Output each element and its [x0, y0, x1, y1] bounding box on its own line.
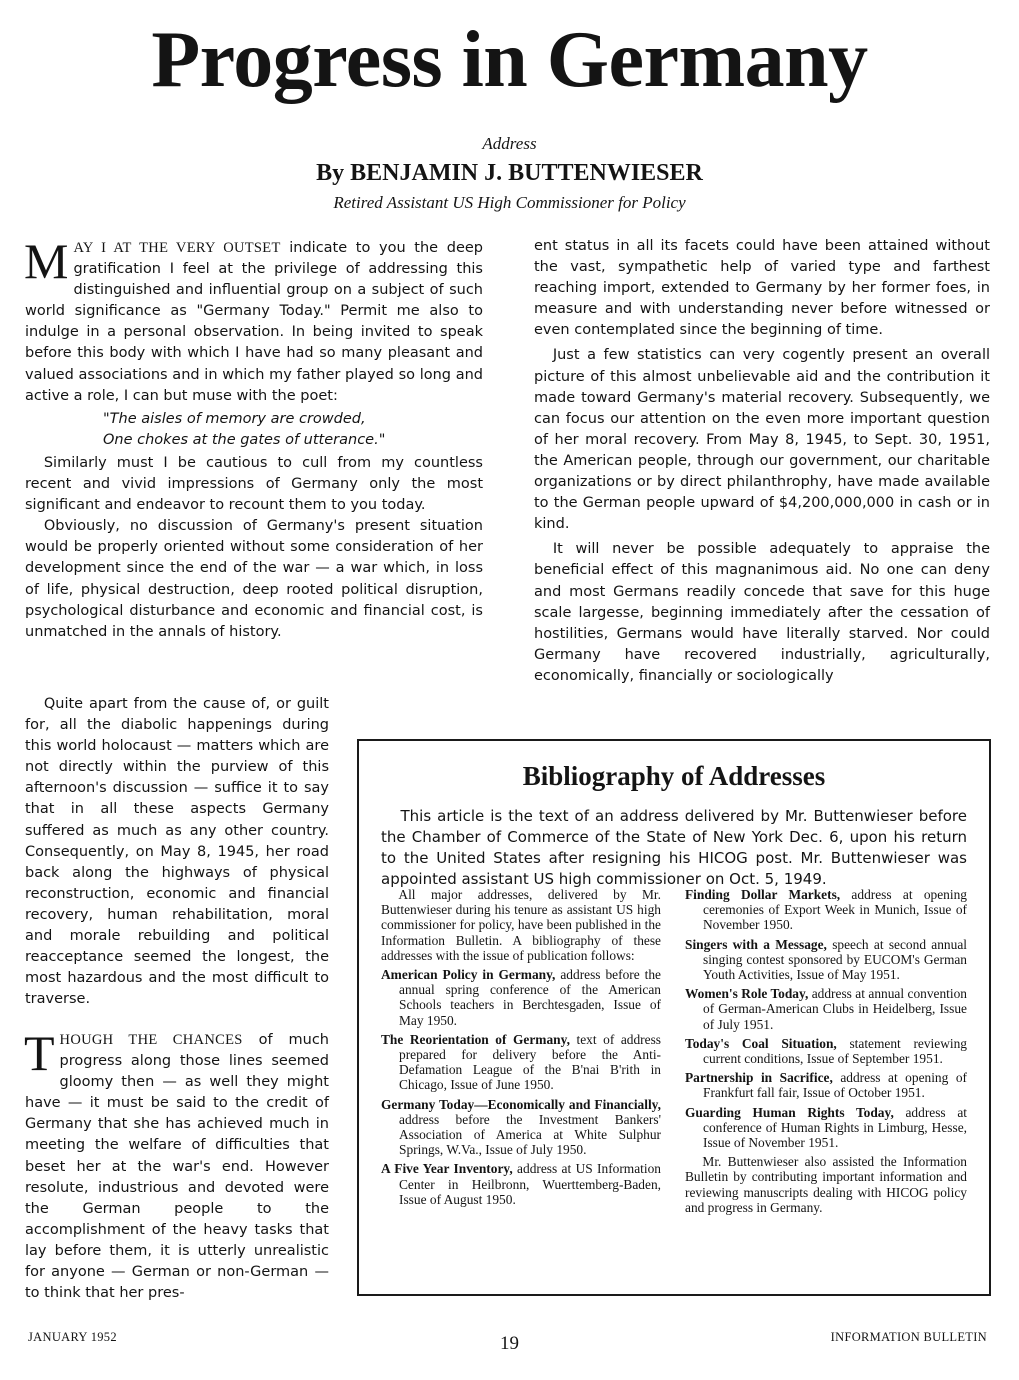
author-title: Retired Assistant US High Commissioner for Policy — [333, 193, 686, 212]
bibliography-entry: A Five Year Inventory, address at US Information Center in Heilbronn, Wuerttemberg-Baden, Issue of August 1950. — [381, 1161, 662, 1207]
paragraph-5: THOUGH THE CHANCES of much progress along those lines seemed gloomy then — as well they might have — it must be said to the credit of Germany that she has achieved much in meeting the welfare of difficulties that beset her at the war's end. However resolute, industrious and devoted were the German people to the accomplishment of the heavy tasks that lay before them, it is utterly unrealistic for anyone — German or non-German — to think that her pres- — [24, 1025, 329, 1302]
left-column-middle — [25, 694, 329, 1010]
bibliography-entry: Women's Role Today, address at annual convention of German-American Clubs in Heidelberg, Issue of July 1951. — [685, 986, 967, 1032]
left-column-bottom — [24, 1025, 329, 1304]
right-column — [534, 236, 990, 687]
footer-date: JANUARY 1952 — [28, 1330, 117, 1344]
page-number: 19 — [500, 1333, 519, 1354]
paragraph-2: Similarly must I be cautious to cull from my countless recent and vivid impressions of Germany only the most significant and endeavor to recount them to you today. — [25, 454, 483, 514]
bibliography-intro: All major addresses, delivered by Mr. Buttenwieser during his tenure as assistant US high commissioner for policy, have been published in the Information Bulletin. A bibliography of these addresses with the issue of publication follows: — [381, 887, 661, 963]
bibliography-right-column — [685, 887, 967, 1215]
paragraph-7: Just a few statistics can very cogently present an overall picture of this almost unbelievable aid and the contribution it made toward Germany's material recovery. Subsequently, we can focus our attention on the even more important question of her moral recovery. From May 8, 1945, to Sept. 30, 1951, the American people, through our government, our charitable organizations or by direct philanthrophy, have made available to the German people upward of $4,200,000,000 in cash or in kind. — [534, 347, 990, 533]
article-title: Progress in Germany — [151, 16, 868, 104]
bibliography-entry: Guarding Human Rights Today, address at conference of Human Rights in Limburg, Hesse, Issue of November 1951. — [685, 1104, 967, 1151]
bibliography-left-column — [381, 887, 661, 1211]
bibliography-lead: This article is the text of an address delivered by Mr. Buttenwieser before the Chamber of Commerce of the State of New York Dec. 6, upon his return to the United States after resigning his HICOG post. Mr. Buttenwieser was appointed assistant US high commissioner on Oct. 5, 1949. — [381, 807, 967, 888]
drop-cap: M — [24, 233, 69, 289]
bibliography-entry: Finding Dollar Markets, address at opening ceremonies of Export Week in Munich, Issue of November 1950. — [685, 887, 967, 933]
lead-caps: AY I AT THE VERY OUTSET — [73, 240, 281, 256]
paragraph-4: Quite apart from the cause of, or guilt for, all the diabolic happenings during this world holocaust — matters which are not directly within the purview of this afternoon's discussion — suffice it to say that in all these aspects Germany suffered as much as any other country. Consequently, on May 8, 1945, her road back along the highways of physical reconstruction, economic and financial recovery, human rehabilitation, moral and morale rebuilding and political reacceptance seemed the longest, the most hazardous and the most difficult to traverse. — [25, 696, 329, 1008]
bibliography-entry: Partnership in Sacrifice, address at opening of Frankfurt fall fair, Issue of October 1951. — [685, 1070, 967, 1101]
footer-publication: INFORMATION BULLETIN — [830, 1330, 987, 1344]
paragraph-6: ent status in all its facets could have been attained without the vast, sympathetic help of varied type and farthest reaching import, extended to Germany by her former foes, in measure and with understanding never before witnessed or even contemplated since the beginning of time. — [534, 238, 990, 339]
drop-cap: T — [24, 1025, 55, 1081]
left-column-top — [24, 233, 483, 643]
bibliography-entry: The Reorientation of Germany, text of address prepared for delivery before the Anti-Defamation League of the B'nai B'rith in Chicago, Issue of June 1950. — [381, 1031, 662, 1093]
bibliography-entry: Today's Coal Situation, statement reviewing current conditions, Issue of September 1951. — [685, 1035, 967, 1067]
bibliography-entry: Germany Today—Economically and Financially, address before the Investment Bankers' Association of America at White Sulphur Springs, W.Va., Issue of July 1950. — [381, 1096, 661, 1158]
article-kicker: Address — [482, 134, 537, 153]
bibliography-box — [357, 739, 991, 1296]
lead-caps: HOUGH THE CHANCES — [59, 1032, 243, 1048]
bibliography-title: Bibliography of Addresses — [522, 761, 826, 791]
poem-line: "The aisles of memory are crowded, — [103, 410, 366, 427]
bibliography-outro: Mr. Buttenwieser also assisted the Information Bulletin by contributing important information and reviewing manuscripts dealing with HICOG policy and progress in Germany. — [685, 1154, 967, 1215]
byline: By BENJAMIN J. BUTTENWIESER — [316, 160, 703, 186]
poem-line: One chokes at the gates of utterance." — [103, 431, 386, 448]
paragraph-8: It will never be possible adequately to appraise the beneficial effect of this magnanimous aid. No one can deny and most Germans readily concede that save for this huge scale largesse, beginning immediately after the cessation of hostilities, Germans would have literally starved. Nor could Germany have recovered industrially, agriculturally, economically, financially or sociologically — [534, 541, 990, 684]
paragraph-3: Obviously, no discussion of Germany's present situation would be properly oriented without some consideration of her development since the end of the war — a war which, in loss of life, physical destruction, deep rooted political disruption, psychological disturbance and economic and financial cost, is unmatched in the annals of history. — [25, 518, 483, 640]
bibliography-entry: American Policy in Germany, address before the annual spring conference of the American Schools teachers in Berchtesgaden, Issue of May 1950. — [381, 967, 661, 1028]
bibliography-entry: Singers with a Message, speech at second annual singing contest sponsored by EUCOM's German Youth Activities, Issue of May 1951. — [685, 936, 967, 983]
paragraph-1: MAY I AT THE VERY OUTSET indicate to you the deep gratification I feel at the privilege of addressing this distinguished and influential group on a subject of such world significance as "Germany Today." Permit me also to indulge in a personal observation. In being invited to speak before this body with which I have had so many pleasant and valued associations and in which my father played so long and active a role, I can but muse with the poet: — [24, 233, 483, 404]
